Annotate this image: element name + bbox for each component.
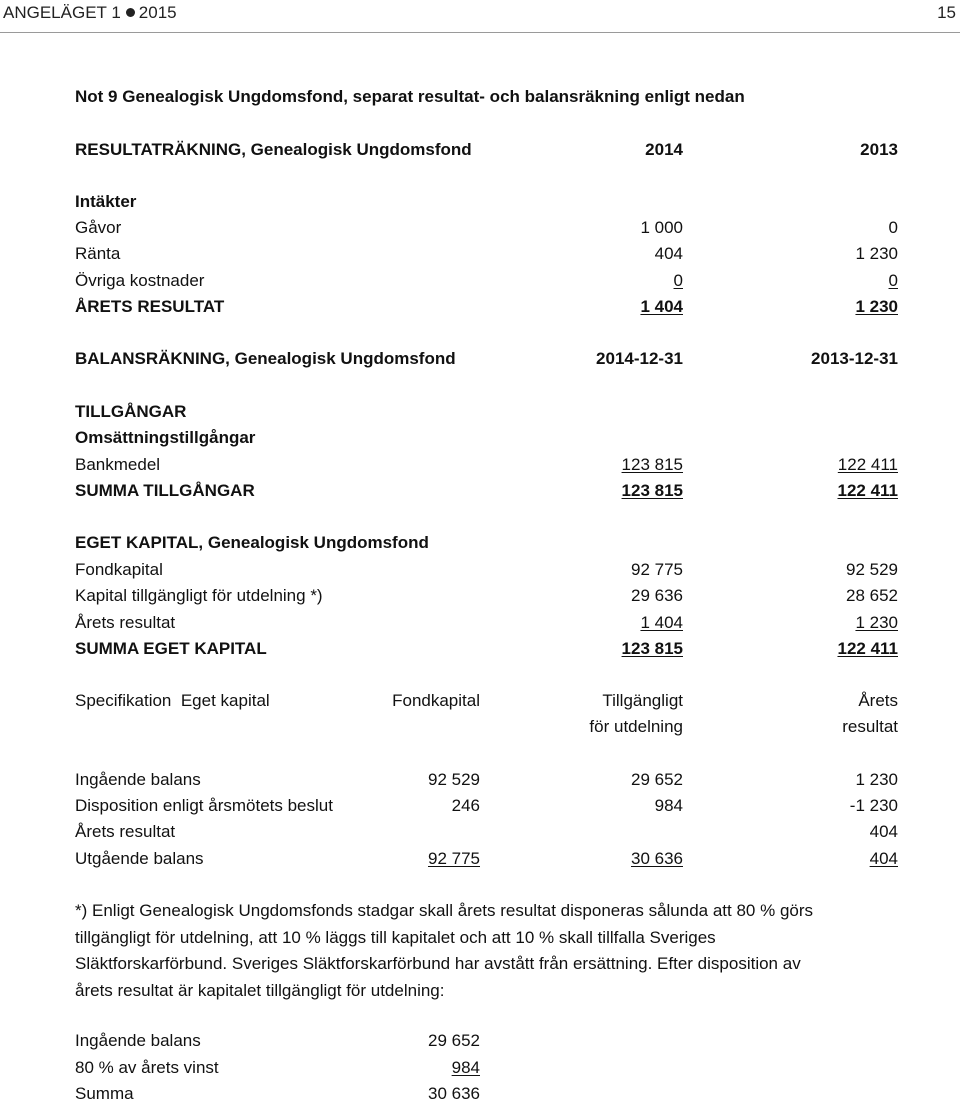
table-row bbox=[0, 268, 960, 294]
spec-heading: Specifikation Eget kapital bbox=[75, 691, 270, 710]
row-label: Övriga kostnader bbox=[75, 271, 205, 290]
table-row bbox=[0, 557, 960, 583]
table-row bbox=[0, 1081, 960, 1107]
table-row bbox=[0, 583, 960, 609]
spec-col-result-line2: resultat bbox=[842, 717, 898, 736]
equity-heading: EGET KAPITAL, Genealogisk Ungdomsfond bbox=[75, 533, 429, 552]
table-row bbox=[0, 819, 960, 845]
value-2013: 0 bbox=[888, 218, 898, 237]
value-2013: 1 230 bbox=[855, 297, 898, 316]
value-2013: 122 411 bbox=[837, 639, 898, 658]
bullet-icon bbox=[126, 8, 135, 17]
spec-col-result: Årets bbox=[858, 691, 898, 710]
value-avail: 30 636 bbox=[631, 849, 683, 868]
equity-heading-row bbox=[0, 530, 960, 556]
footnote-line: årets resultat är kapitalet tillgängligt för utdelning: bbox=[75, 980, 445, 1000]
value-2014: 123 815 bbox=[621, 481, 683, 500]
value-result: 404 bbox=[869, 849, 898, 868]
page-number: 15 bbox=[937, 3, 956, 22]
value-2014: 1 404 bbox=[640, 613, 683, 632]
row-label: SUMMA TILLGÅNGAR bbox=[75, 481, 255, 500]
value-2013: 1 230 bbox=[855, 613, 898, 632]
footnote-line: tillgängligt för utdelning, att 10 % läggs till kapitalet och att 10 % skall tillfalla Sveriges bbox=[75, 927, 716, 947]
table-row bbox=[0, 1028, 960, 1054]
row-label: Årets resultat bbox=[75, 822, 176, 841]
current-assets-heading-row bbox=[0, 425, 960, 451]
page-header bbox=[0, 0, 960, 33]
table-row bbox=[0, 215, 960, 241]
value-fond: 92 529 bbox=[428, 770, 480, 789]
value-2013: 92 529 bbox=[846, 560, 898, 579]
income-heading: RESULTATRÄKNING, Genealogisk Ungdomsfond bbox=[75, 140, 472, 159]
value-avail: 29 652 bbox=[631, 770, 683, 789]
income-col-2013: 2013 bbox=[860, 140, 898, 159]
spec-header-row-2 bbox=[0, 714, 960, 740]
row-label: Utgående balans bbox=[75, 849, 204, 868]
income-section-row bbox=[0, 189, 960, 215]
assets-heading: TILLGÅNGAR bbox=[75, 402, 187, 421]
income-total-row bbox=[0, 294, 960, 320]
table-row bbox=[0, 452, 960, 478]
table-row bbox=[0, 793, 960, 819]
row-label: Gåvor bbox=[75, 218, 122, 237]
value-2014: 1 404 bbox=[640, 297, 683, 316]
table-row bbox=[0, 241, 960, 267]
value-result: 404 bbox=[869, 822, 898, 841]
publication-year: 2015 bbox=[138, 3, 177, 22]
spec-col-fond: Fondkapital bbox=[392, 691, 480, 710]
publication-name: ANGELÄGET 1 bbox=[3, 3, 121, 22]
income-section-label: Intäkter bbox=[75, 192, 137, 211]
value-2014: 123 815 bbox=[621, 455, 683, 474]
row-label: 80 % av årets vinst bbox=[75, 1058, 219, 1077]
value-fond: 246 bbox=[451, 796, 480, 815]
row-label: Årets resultat bbox=[75, 613, 176, 632]
footnote bbox=[75, 898, 895, 1004]
value-2014: 123 815 bbox=[621, 639, 683, 658]
value-2013: 28 652 bbox=[846, 586, 898, 605]
row-label: Kapital tillgängligt för utdelning *) bbox=[75, 586, 323, 605]
table-row bbox=[0, 767, 960, 793]
row-value: 984 bbox=[451, 1058, 480, 1077]
note-title-text: Not 9 Genealogisk Ungdomsfond, separat resultat- och balansräkning enligt nedan bbox=[75, 87, 745, 106]
assets-heading-row bbox=[0, 399, 960, 425]
value-2013: 1 230 bbox=[855, 244, 898, 263]
footnote-line: *) Enligt Genealogisk Ungdomsfonds stadgar skall årets resultat disponeras sålunda att 80 % görs bbox=[75, 901, 814, 920]
value-2014: 0 bbox=[673, 271, 683, 290]
balance-heading-row bbox=[0, 346, 960, 372]
row-label: Disposition enligt årsmötets beslut bbox=[75, 796, 333, 815]
balance-col-2014: 2014-12-31 bbox=[596, 349, 683, 368]
value-2014: 1 000 bbox=[640, 218, 683, 237]
spec-header-row bbox=[0, 688, 960, 714]
row-label: Ingående balans bbox=[75, 1031, 201, 1050]
value-result: -1 230 bbox=[849, 796, 898, 815]
publication-label bbox=[3, 3, 177, 23]
value-2013: 0 bbox=[888, 271, 898, 290]
table-row bbox=[0, 1055, 960, 1081]
value-2014: 404 bbox=[654, 244, 683, 263]
footnote-line: Släktforskarförbund. Sveriges Släktforskarförbund har avstått från ersättning. Efter disposition av bbox=[75, 954, 801, 973]
equity-total-row bbox=[0, 636, 960, 662]
note-title bbox=[0, 84, 960, 110]
assets-total-row bbox=[0, 478, 960, 504]
table-row bbox=[0, 610, 960, 636]
value-avail: 984 bbox=[654, 796, 683, 815]
value-fond: 92 775 bbox=[428, 849, 480, 868]
value-result: 1 230 bbox=[855, 770, 898, 789]
row-label: SUMMA EGET KAPITAL bbox=[75, 639, 267, 658]
income-heading-row bbox=[0, 137, 960, 163]
row-label: ÅRETS RESULTAT bbox=[75, 297, 225, 316]
balance-col-2013: 2013-12-31 bbox=[811, 349, 898, 368]
income-col-2014: 2014 bbox=[645, 140, 683, 159]
row-label: Fondkapital bbox=[75, 560, 163, 579]
value-2014: 92 775 bbox=[631, 560, 683, 579]
row-label: Summa bbox=[75, 1084, 134, 1103]
value-2014: 29 636 bbox=[631, 586, 683, 605]
row-label: Bankmedel bbox=[75, 455, 161, 474]
row-label: Ränta bbox=[75, 244, 121, 263]
row-value: 29 652 bbox=[428, 1031, 480, 1050]
current-assets-heading: Omsättningstillgångar bbox=[75, 428, 256, 447]
value-2013: 122 411 bbox=[837, 455, 898, 474]
spec-col-avail: Tillgängligt bbox=[602, 691, 683, 710]
row-value: 30 636 bbox=[428, 1084, 480, 1103]
balance-heading: BALANSRÄKNING, Genealogisk Ungdomsfond bbox=[75, 349, 456, 368]
row-label: Ingående balans bbox=[75, 770, 201, 789]
spec-col-avail-line2: för utdelning bbox=[589, 717, 683, 736]
value-2013: 122 411 bbox=[837, 481, 898, 500]
table-row bbox=[0, 846, 960, 872]
